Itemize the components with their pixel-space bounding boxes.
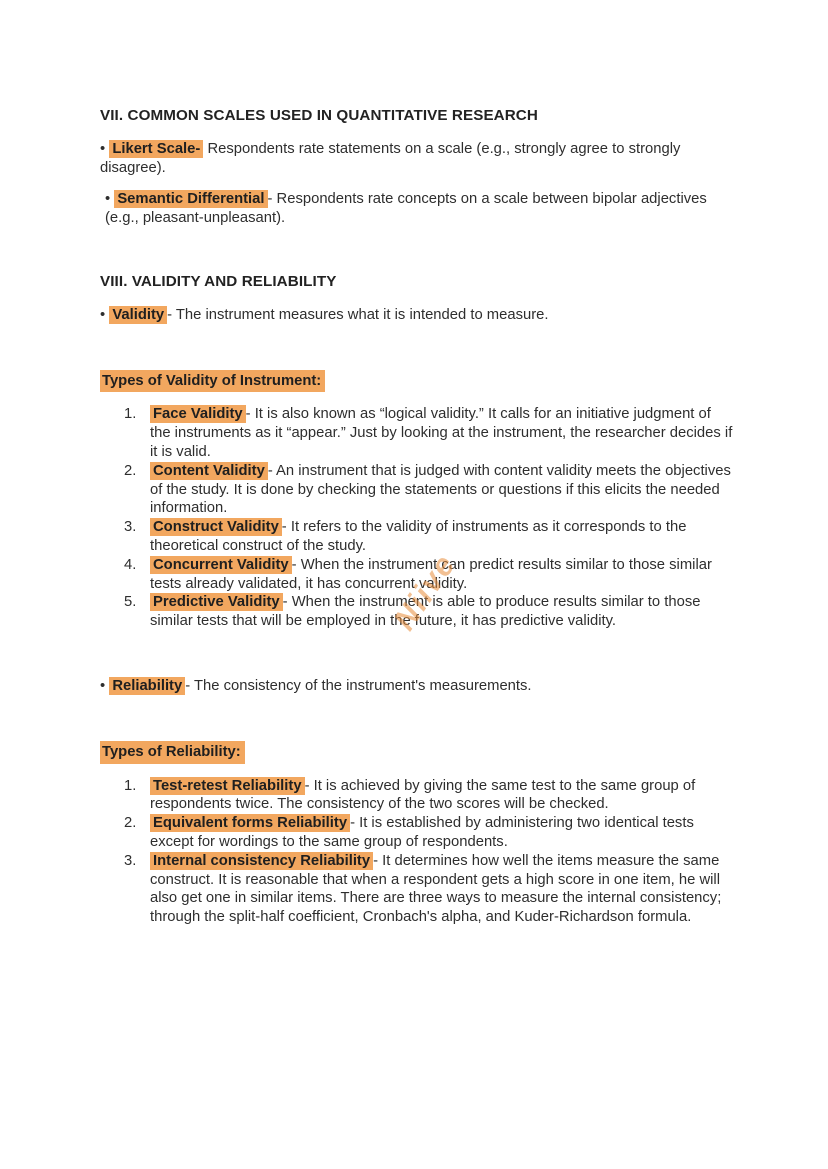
term-definition: - It is established by administering two identical tests except for wordings to the same group of respondents.: [150, 815, 694, 850]
list-item-body: [150, 777, 734, 815]
bullet-para-validity: [100, 306, 734, 325]
list-item-body: [150, 518, 734, 556]
list-item-construct-validity: [100, 518, 734, 556]
term-highlight: Equivalent forms Reliability: [150, 814, 350, 832]
list-item-body: [150, 556, 734, 594]
term-definition: - An instrument that is judged with content validity meets the objectives of the study. It is done by checking the statements or questions if this elicits the needed information.: [150, 462, 731, 517]
term-highlight-likert: Likert Scale-: [109, 140, 203, 158]
bullet-icon: •: [100, 306, 106, 323]
term-highlight-validity: Validity: [109, 306, 167, 324]
term-highlight: Concurrent Validity: [150, 556, 292, 574]
subheading-validity-types: Types of Validity of Instrument:: [100, 370, 325, 393]
list-item-body: [150, 593, 734, 631]
bullet-para-semantic: [100, 190, 734, 228]
list-item-body: [150, 405, 734, 461]
list-item-content-validity: [100, 462, 734, 518]
document-content: [100, 107, 734, 927]
list-item-body: [150, 462, 734, 518]
term-definition: - It is achieved by giving the same test to the same group of respondents twice. The consistency of the two scores will be checked.: [150, 777, 696, 813]
list-item-internal-consistency: [100, 852, 734, 927]
term-highlight: Construct Validity: [150, 518, 282, 536]
term-definition: - It refers to the validity of instruments as it corresponds to the theoretical construct of the study.: [150, 519, 687, 554]
term-highlight: Test-retest Reliability: [150, 777, 305, 795]
bullet-para-reliability: [100, 677, 734, 696]
term-definition: - It determines how well the items measure the same construct. It is reasonable that when a respondent gets a high score in one item, he will also get one in similar items. There are three ways to measure the internal consistency; through the split-half coefficient, Cronbach's alpha, and Kuder-Richardson formula.: [150, 852, 722, 926]
list-item-predictive-validity: [100, 593, 734, 631]
term-definition: - Respondents rate concepts on a scale between bipolar adjectives (e.g., pleasant-unpleasant).: [105, 191, 707, 227]
reliability-types-list: [100, 777, 734, 927]
subheading-wrap-validity-types: [100, 370, 734, 393]
list-number: 2.: [124, 462, 137, 479]
term-definition: - It is also known as “logical validity.” It calls for an initiative judgment of the instruments as it “appear.” Just by looking at the instrument, the researcher decides if it is valid.: [150, 406, 733, 460]
bullet-para-likert: [100, 140, 734, 178]
diagonal-watermark: Niive: [386, 547, 463, 637]
validity-types-list: [100, 405, 734, 631]
list-number: 5.: [124, 594, 137, 611]
term-definition: - When the instrument can predict results similar to those similar tests already validated, it has concurrent validity.: [150, 556, 712, 592]
list-item-body: [150, 814, 734, 852]
list-number: 3.: [124, 852, 137, 869]
list-number: 2.: [124, 815, 137, 832]
bullet-icon: •: [100, 140, 106, 157]
list-item-face-validity: [100, 405, 734, 461]
term-highlight-semantic: Semantic Differential: [114, 190, 267, 208]
list-item-concurrent-validity: [100, 556, 734, 594]
term-definition: - The consistency of the instrument's measurements.: [185, 677, 532, 694]
term-definition: - When the instrument is able to produce results similar to those similar tests that will be employed in the future, it has predictive validity.: [150, 594, 701, 630]
term-highlight-reliability: Reliability: [109, 677, 185, 695]
term-definition: - The instrument measures what it is intended to measure.: [167, 306, 549, 323]
list-number: 1.: [124, 406, 137, 423]
section-heading-common-scales: VII. COMMON SCALES USED IN QUANTITATIVE RESEARCH: [100, 107, 538, 124]
list-number: 4.: [124, 556, 137, 573]
term-highlight: Internal consistency Reliability: [150, 852, 373, 870]
list-item-test-retest: [100, 777, 734, 815]
list-item-body: [150, 852, 734, 927]
term-highlight: Face Validity: [150, 405, 246, 423]
list-item-equivalent-forms: [100, 814, 734, 852]
subheading-reliability-types: Types of Reliability:: [100, 741, 245, 764]
section-heading-validity-reliability: VIII. VALIDITY AND RELIABILITY: [100, 272, 337, 290]
bullet-icon: •: [100, 677, 106, 694]
subheading-wrap-reliability-types: [100, 741, 734, 764]
term-highlight: Content Validity: [150, 462, 268, 480]
term-definition: Respondents rate statements on a scale (e.g., strongly agree to strongly disagree).: [100, 140, 681, 176]
list-number: 3.: [124, 519, 137, 536]
term-highlight: Predictive Validity: [150, 593, 283, 611]
list-number: 1.: [124, 777, 137, 794]
bullet-icon: •: [105, 191, 111, 208]
